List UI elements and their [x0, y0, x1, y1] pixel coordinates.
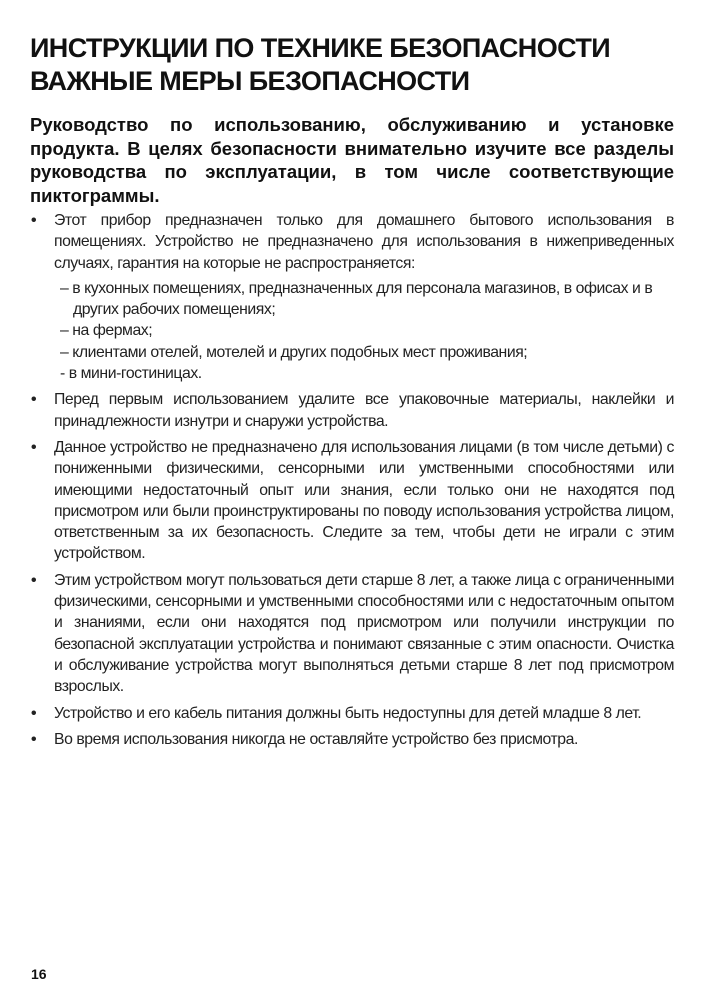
- bullet-icon: •: [31, 391, 37, 409]
- sublist-item: - в мини-гостиницах.: [60, 365, 202, 383]
- heading-line-1: ИНСТРУКЦИИ ПО ТЕХНИКЕ БЕЗОПАСНОСТИ: [30, 33, 611, 63]
- heading-line-2: ВАЖНЫЕ МЕРЫ БЕЗОПАСНОСТИ: [30, 66, 470, 96]
- sublist-item: – в кухонных помещениях, предназначенных для персонала магазинов, в офисах и в других рабочих помещениях;: [60, 279, 653, 319]
- page-number: 16: [31, 966, 47, 982]
- list-item: [30, 389, 674, 432]
- list-item-text: Перед первым использованием удалите все упаковочные материалы, наклейки и принадлежности изнутри и снаружи устройства.: [54, 391, 674, 430]
- intro-paragraph: Руководство по использованию, обслуживанию и установке продукта. В целях безопасности внимательно изучите все разделы руководства по эксплуатации, в том числе соответствующие пиктограммы.: [30, 114, 674, 206]
- bullet-icon: •: [31, 704, 37, 722]
- list-item-text: Устройство и его кабель питания должны быть недоступны для детей младше 8 лет.: [54, 704, 642, 722]
- bullet-icon: •: [31, 571, 37, 589]
- bullet-icon: •: [31, 438, 37, 456]
- bullet-icon: •: [31, 212, 37, 229]
- list-item: [30, 570, 674, 698]
- sublist-item: – клиентами отелей, мотелей и других подобных мест проживания;: [60, 343, 528, 361]
- list-item: [30, 210, 674, 384]
- bullet-icon: •: [31, 730, 37, 748]
- safety-instructions-list: [30, 210, 674, 750]
- list-item-text: Этот прибор предназначен только для домашнего бытового использования в помещениях. Устройство не предназначено для использования в нижеприведенных случаях, гарантия на которые не распространяется:: [54, 212, 674, 272]
- list-item: [30, 729, 674, 750]
- list-item-text: Этим устройством могут пользоваться дети старше 8 лет, а также лица с ограниченными физическими, сенсорными и умственными способностями или с недостаточным опытом и знаниями, если они находятся под присмотром или получили инструкции по безопасной эксплуатации устройства и понимают связанные с этим опасности. Очистка и обслуживание устройства могут выполняться детьми старше 8 лет под присмотром взрослых.: [54, 571, 674, 696]
- exclusions-sublist: [54, 278, 674, 384]
- list-item-text: Данное устройство не предназначено для использования лицами (в том числе детьми) с пониженными физическими, сенсорными или умственными способностями или имеющими недостаточный опыт или знания, если только они не находятся под присмотром или были проинструктированы по поводу использования устройства лицом, ответственным за их безопасность. Следите за тем, чтобы дети не играли с этим устройством.: [54, 438, 674, 563]
- sublist-item: – на фермах;: [60, 322, 153, 340]
- list-item: [30, 437, 674, 565]
- list-item-text: Во время использования никогда не оставляйте устройство без присмотра.: [54, 730, 578, 748]
- manual-page: [30, 32, 674, 755]
- list-item: [30, 703, 674, 724]
- page-heading: [30, 32, 674, 98]
